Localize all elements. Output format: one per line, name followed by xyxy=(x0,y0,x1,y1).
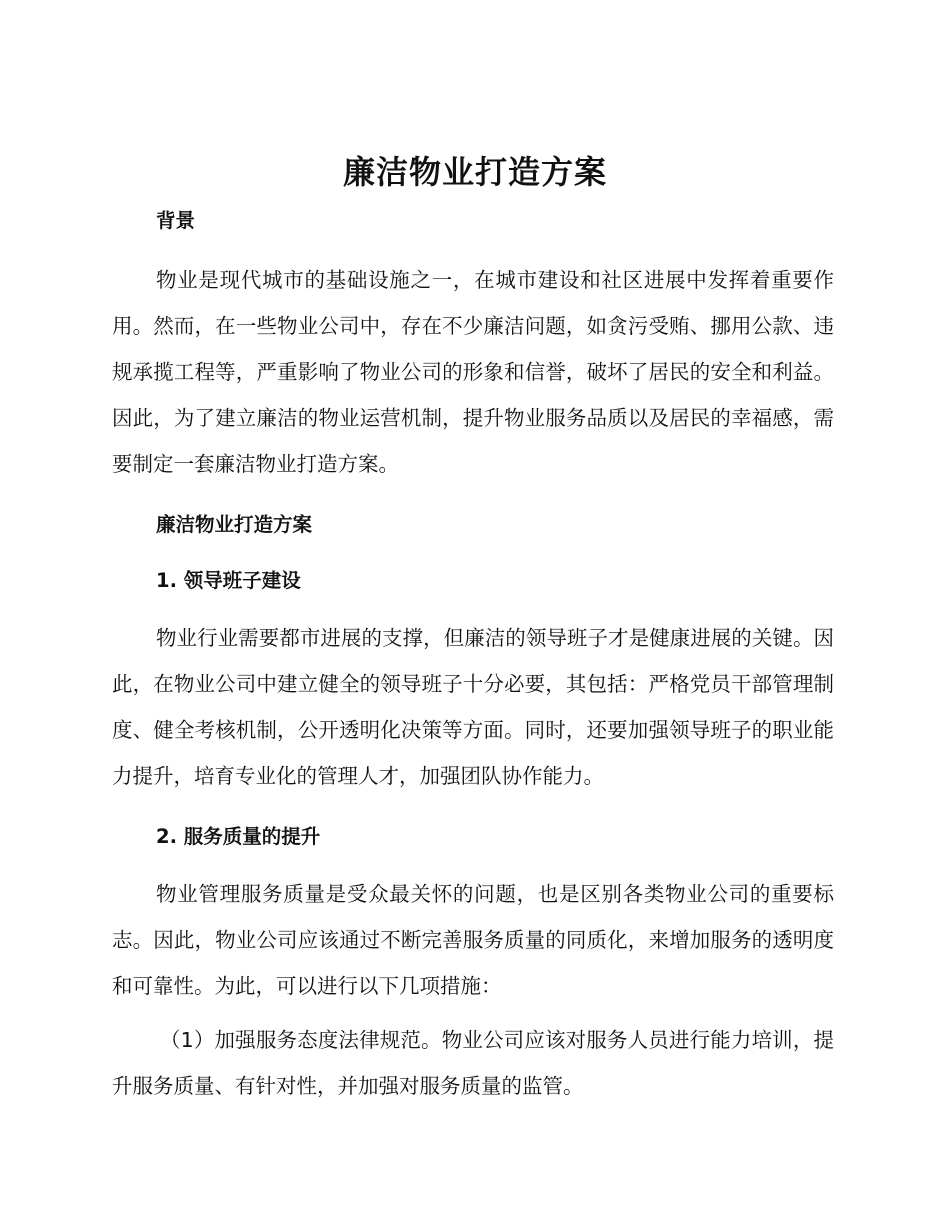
document-title: 廉洁物业打造方案 xyxy=(342,153,607,191)
section-heading-background: 背景 xyxy=(156,209,196,232)
list-item-service-measure-1: （1）加强服务态度法律规范。物业公司应该对服务人员进行能力培训，提升服务质量、有针对性，并加强对服务质量的监管。 xyxy=(112,1028,834,1098)
document-body xyxy=(112,205,834,1109)
paragraph-service-quality: 物业管理服务质量是受众最关怀的问题，也是区别各类物业公司的重要标志。因此，物业公司应该通过不断完善服务质量的同质化，来增加服务的透明度和可靠性。为此，可以进行以下几项措施： xyxy=(112,882,834,998)
paragraph-background: 物业是现代城市的基础设施之一，在城市建设和社区进展中发挥着重要作用。然而，在一些物业公司中，存在不少廉洁问题，如贪污受贿、挪用公款、违规承揽工程等，严重影响了物业公司的形象和信誉，破坏了居民的安全和利益。因此，为了建立廉洁的物业运营机制，提升物业服务品质以及居民的幸福感，需要制定一套廉洁物业打造方案。 xyxy=(112,268,834,476)
section-heading-leadership: 1. 领导班子建设 xyxy=(156,569,301,592)
paragraph-leadership: 物业行业需要都市进展的支撑，但廉洁的领导班子才是健康进展的关键。因此，在物业公司中建立健全的领导班子十分必要，其包括：严格党员干部管理制度、健全考核机制，公开透明化决策等方面。同时，还要加强领导班子的职业能力提升，培育专业化的管理人才，加强团队协作能力。 xyxy=(112,626,834,788)
section-heading-plan: 廉洁物业打造方案 xyxy=(156,513,313,536)
section-heading-service-quality: 2. 服务质量的提升 xyxy=(156,825,321,848)
